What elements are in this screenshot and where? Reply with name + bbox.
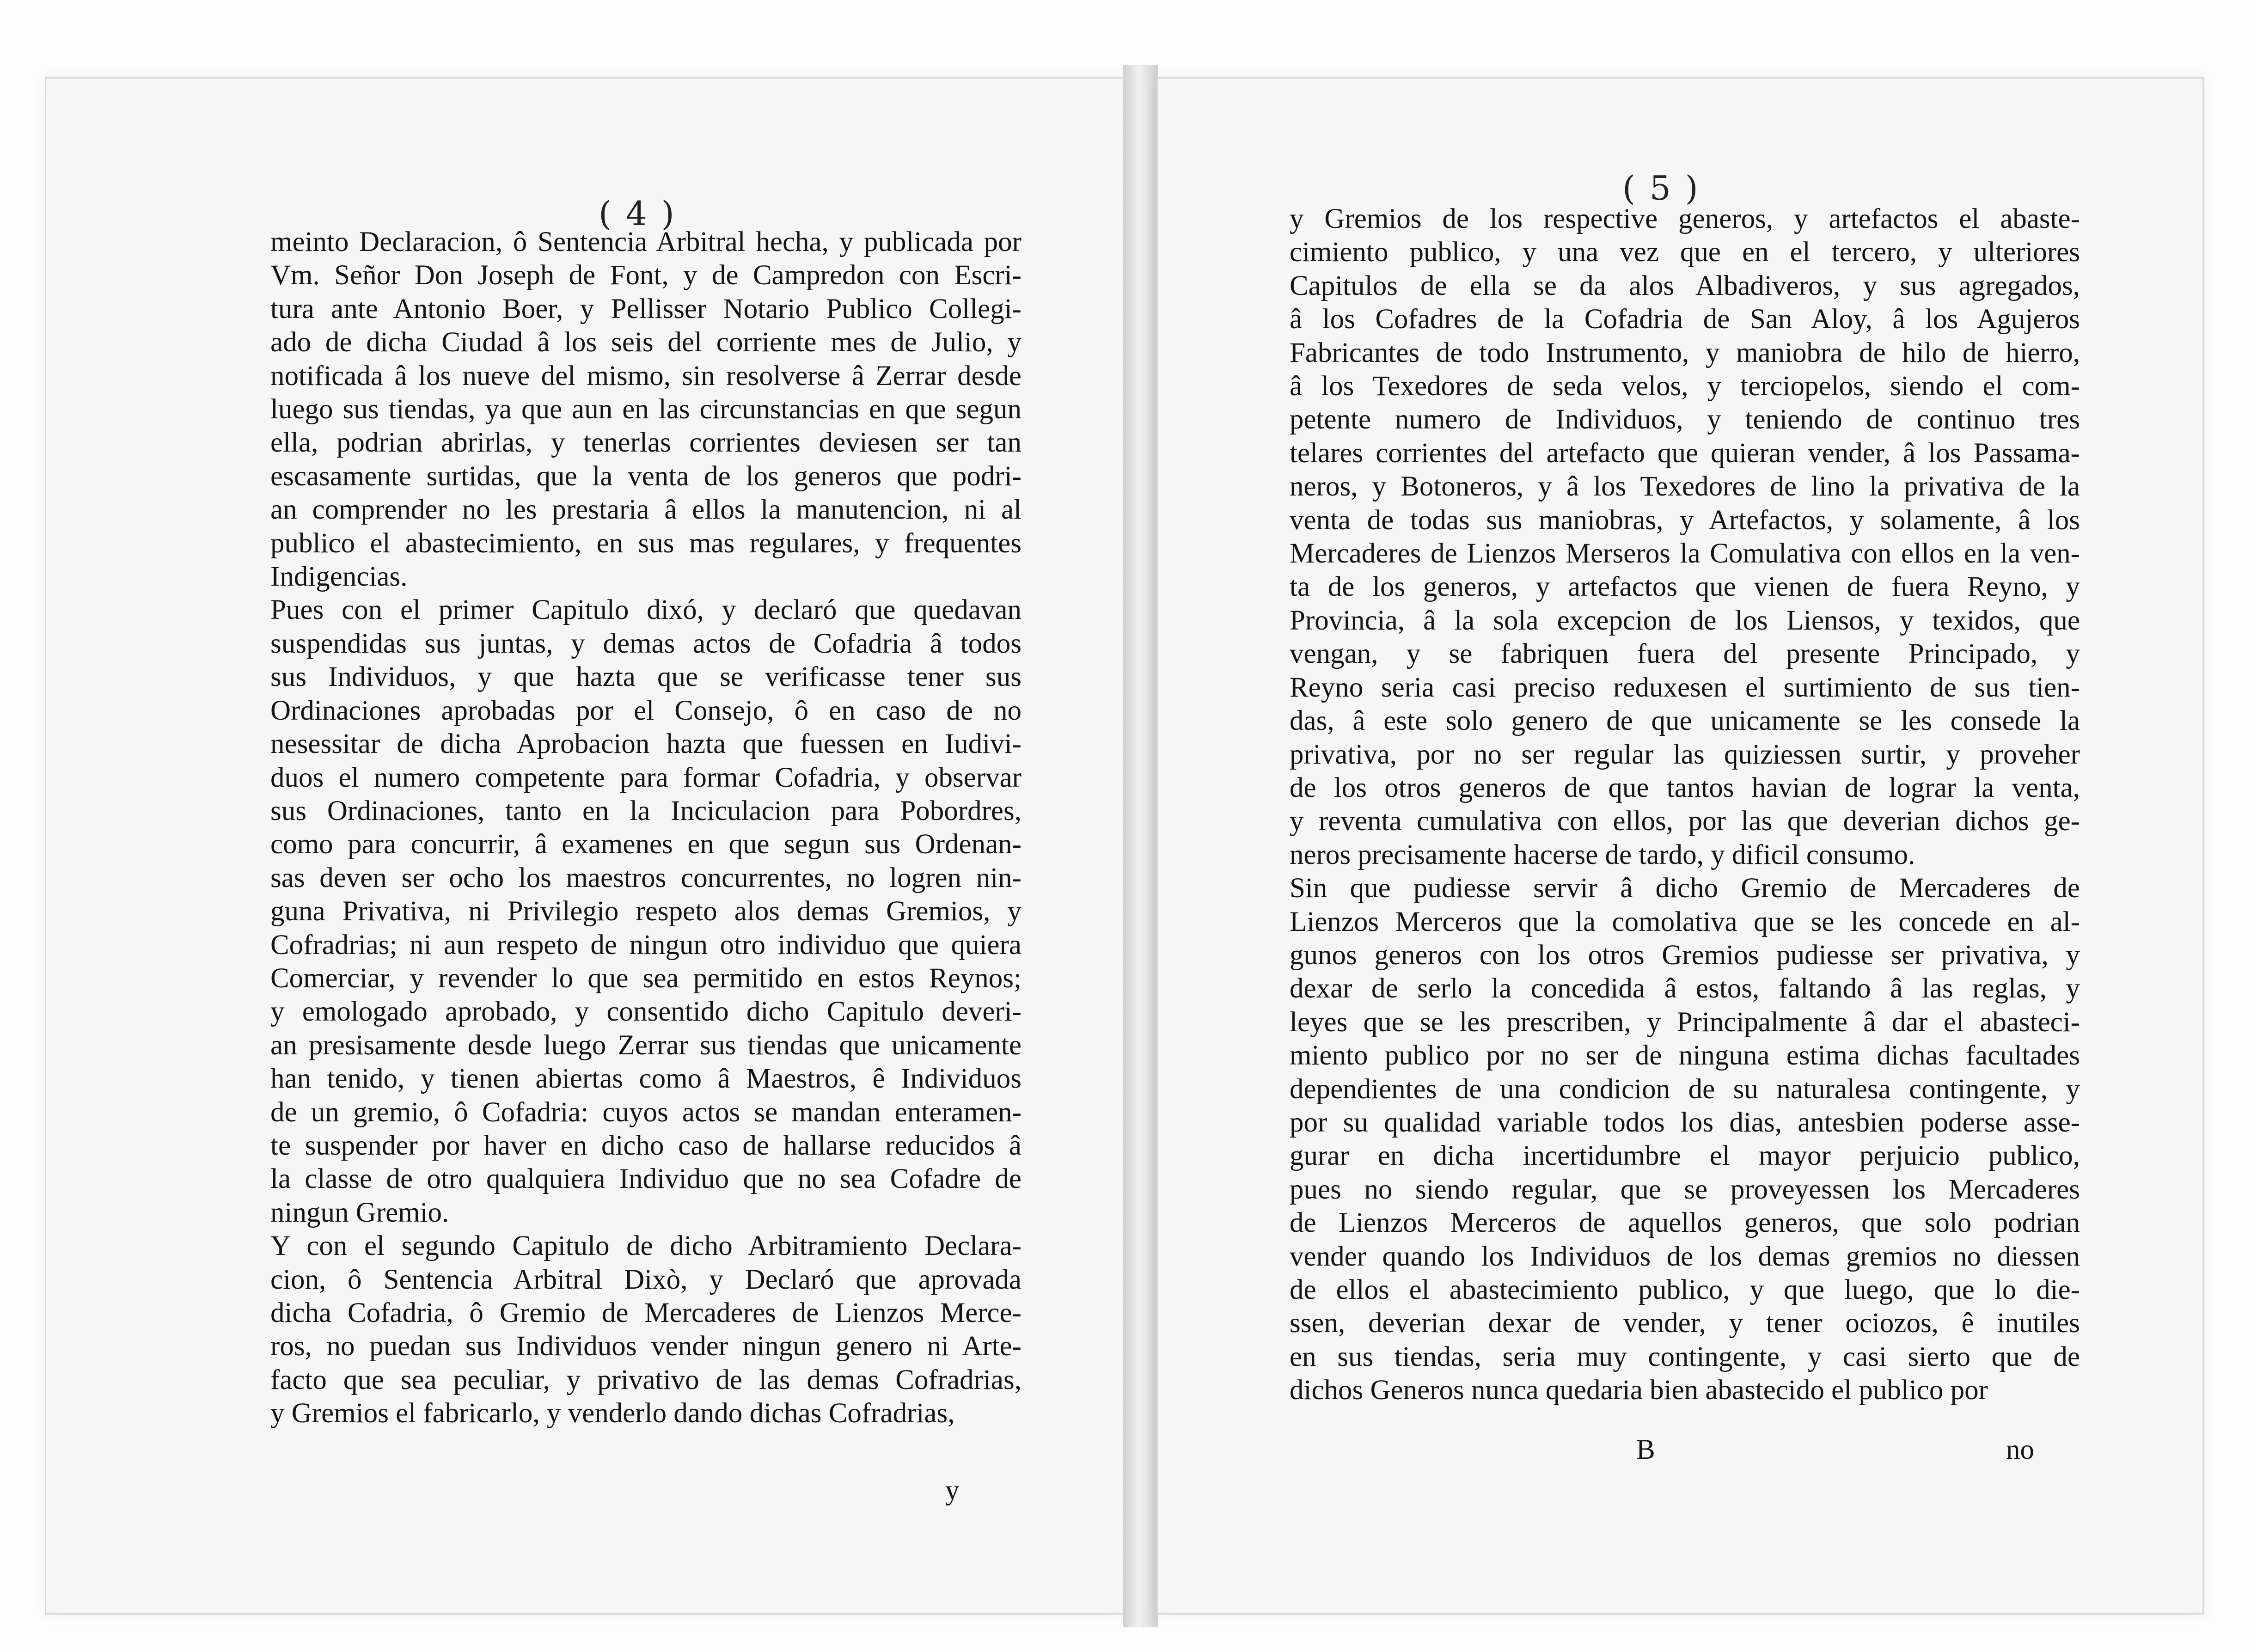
text-line: cion, ô Sentencia Arbitral Dixò, y Declaró que aprovada bbox=[270, 1264, 1021, 1295]
text-line: neros, y Botoneros, y â los Texedores de lino la privativa de la bbox=[1290, 471, 2080, 502]
page-number-right: ( 5 ) bbox=[1622, 169, 1700, 208]
text-line: Fabricantes de todo Instrumento, y maniobra de hilo de hierro, bbox=[1290, 337, 2080, 368]
text-line: suspendidas sus juntas, y demas actos de Cofadria â todos bbox=[270, 628, 1021, 659]
signature-mark: B bbox=[1636, 1434, 1655, 1465]
text-line: leyes que se les prescriben, y Principalmente â dar el abasteci- bbox=[1290, 1006, 2080, 1038]
book-gutter bbox=[1123, 65, 1158, 1627]
text-line: ros, no puedan sus Individuos vender ningun genero ni Arte- bbox=[270, 1331, 1021, 1362]
text-line: telares corrientes del artefacto que quieran vender, â los Passama- bbox=[1290, 437, 2080, 469]
text-line: y emologado aprobado, y consentido dicho Capitulo deveri- bbox=[270, 996, 1021, 1028]
text-line: Pues con el primer Capitulo dixó, y declaró que quedavan bbox=[270, 594, 1021, 626]
page-number-left: ( 4 ) bbox=[599, 194, 676, 233]
text-line: Y con el segundo Capitulo de dicho Arbitramiento Declara- bbox=[270, 1230, 1021, 1262]
text-line: gunos generos con los otros Gremios pudiesse ser privativa, y bbox=[1290, 939, 2080, 971]
text-line: Comerciar, y revender lo que sea permitido en estos Reynos; bbox=[270, 962, 1021, 994]
text-line: notificada â los nueve del mismo, sin resolverse â Zerrar desde bbox=[270, 360, 1021, 392]
text-line: te suspender por haver en dicho caso de hallarse reducidos â bbox=[270, 1130, 1021, 1161]
right-page bbox=[1158, 79, 2202, 1613]
left-page bbox=[46, 79, 1123, 1613]
text-line: ningun Gremio. bbox=[270, 1197, 449, 1228]
text-line: â los Cofadres de la Cofadria de San Aloy, â los Agujeros bbox=[1290, 304, 2080, 335]
text-line: Lienzos Merceros que la comolativa que se les concede en al- bbox=[1290, 906, 2080, 937]
text-line: vengan, y se fabriquen fuera del presente Principado, y bbox=[1290, 638, 2080, 670]
text-line: venta de todas sus maniobras, y Artefactos, y solamente, â los bbox=[1290, 504, 2080, 536]
text-line: en sus tiendas, seria muy contingente, y casi sierto que de bbox=[1290, 1341, 2080, 1372]
text-line: de ellos el abastecimiento publico, y que luego, que lo die- bbox=[1290, 1274, 2080, 1305]
text-line: das, â este solo genero de que unicamente se les consede la bbox=[1290, 705, 2080, 737]
text-line: petente numero de Individuos, y teniendo de continuo tres bbox=[1290, 404, 2080, 435]
text-line: miento publico por no ser de ninguna estima dichas facultades bbox=[1290, 1040, 2080, 1071]
text-line: nesessitar de dicha Aprobacion hazta que fuessen en Iudivi- bbox=[270, 728, 1021, 760]
text-line: privativa, por no ser regular las quiziessen surtir, y proveher bbox=[1290, 739, 2080, 770]
text-line: sus Individuos, y que hazta que se verificasse tener sus bbox=[270, 661, 1021, 693]
text-line: cimiento publico, y una vez que en el tercero, y ulteriores bbox=[1290, 237, 2080, 268]
text-line: Provincia, â la sola excepcion de los Liensos, y texidos, que bbox=[1290, 605, 2080, 636]
text-line: dependientes de una condicion de su naturalesa contingente, y bbox=[1290, 1073, 2080, 1105]
text-line: de Lienzos Merceros de aquellos generos, que solo podrian bbox=[1290, 1207, 2080, 1239]
text-line: y Gremios de los respective generos, y artefactos el abaste- bbox=[1290, 203, 2080, 234]
text-line: escasamente surtidas, que la venta de los generos que podri- bbox=[270, 460, 1021, 492]
text-line: Cofradrias; ni aun respeto de ningun otro individuo que quiera bbox=[270, 929, 1021, 961]
text-line: sus Ordinaciones, tanto en la Inciculacion para Pobordres, bbox=[270, 795, 1021, 826]
text-line: por su qualidad variable todos los dias, antesbien poderse asse- bbox=[1290, 1107, 2080, 1138]
text-line: y Gremios el fabricarlo, y venderlo dando dichas Cofradrias, bbox=[270, 1398, 955, 1429]
text-line: de un gremio, ô Cofadria: cuyos actos se mandan enteramen- bbox=[270, 1096, 1021, 1128]
text-line: dichos Generos nunca quedaria bien abastecido el publico por bbox=[1290, 1375, 1988, 1406]
text-line: como para concurrir, â examenes en que segun sus Ordenan- bbox=[270, 829, 1021, 860]
text-line: de los otros generos de que tantos havian de lograr la venta, bbox=[1290, 772, 2080, 803]
text-line: ella, podrian abrirlas, y tenerlas corrientes deviesen ser tan bbox=[270, 427, 1021, 459]
text-line: Ordinaciones aprobadas por el Consejo, ô en caso de no bbox=[270, 695, 1021, 726]
left-page-text bbox=[270, 226, 1021, 1431]
text-line: Capitulos de ella se da alos Albadiveros, y sus agregados, bbox=[1290, 270, 2080, 301]
text-line: luego sus tiendas, ya que aun en las circunstancias en que segun bbox=[270, 394, 1021, 425]
text-line: ta de los generos, y artefactos que vienen de fuera Reyno, y bbox=[1290, 571, 2080, 603]
text-line: vender quando los Individuos de los demas gremios no diessen bbox=[1290, 1241, 2080, 1272]
text-line: duos el numero competente para formar Cofadria, y observar bbox=[270, 762, 1021, 793]
text-line: guna Privativa, ni Privilegio respeto alos demas Gremios, y bbox=[270, 896, 1021, 927]
text-line: Indigencias. bbox=[270, 561, 408, 593]
right-page-text bbox=[1290, 202, 2080, 1407]
text-line: la classe de otro qualquiera Individuo que no sea Cofadre de bbox=[270, 1163, 1021, 1195]
text-line: Reyno seria casi preciso reduxesen el surtimiento de sus tien- bbox=[1290, 672, 2080, 703]
text-line: publico el abastecimiento, en sus mas regulares, y frequentes bbox=[270, 527, 1021, 559]
text-line: y reventa cumulativa con ellos, por las que deverian dichos ge- bbox=[1290, 806, 2080, 837]
text-line: pues no siendo regular, que se proveyessen los Mercaderes bbox=[1290, 1174, 2080, 1205]
text-line: dicha Cofadria, ô Gremio de Mercaderes de Lienzos Merce- bbox=[270, 1297, 1021, 1328]
text-line: meinto Declaracion, ô Sentencia Arbitral hecha, y publicada por bbox=[270, 226, 1021, 257]
catchword-left: y bbox=[945, 1475, 960, 1506]
text-line: han tenido, y tienen abiertas como â Maestros, ê Individuos bbox=[270, 1063, 1021, 1095]
text-line: Sin que pudiesse servir â dicho Gremio de Mercaderes de bbox=[1290, 873, 2080, 904]
text-line: â los Texedores de seda velos, y terciopelos, siendo el com- bbox=[1290, 371, 2080, 402]
text-line: an comprender no les prestaria â ellos la manutencion, ni al bbox=[270, 494, 1021, 526]
catchword-right: no bbox=[2006, 1434, 2034, 1465]
text-line: neros precisamente hacerse de tardo, y dificil consumo. bbox=[1290, 839, 1915, 870]
text-line: an presisamente desde luego Zerrar sus tiendas que unicamente bbox=[270, 1029, 1021, 1061]
text-line: Vm. Señor Don Joseph de Font, y de Campredon con Escri- bbox=[270, 260, 1021, 291]
text-line: sas deven ser ocho los maestros concurrentes, no logren nin- bbox=[270, 862, 1021, 893]
text-line: ssen, deverian dexar de vender, y tener ociozos, ê inutiles bbox=[1290, 1308, 2080, 1339]
text-line: ado de dicha Ciudad â los seis del corriente mes de Julio, y bbox=[270, 327, 1021, 358]
text-line: facto que sea peculiar, y privativo de las demas Cofradrias, bbox=[270, 1364, 1021, 1395]
text-line: dexar de serlo la concedida â estos, faltando â las reglas, y bbox=[1290, 973, 2080, 1004]
text-line: Mercaderes de Lienzos Merseros la Comulativa con ellos en la ven- bbox=[1290, 538, 2080, 569]
text-line: gurar en dicha incertidumbre el mayor perjuicio publico, bbox=[1290, 1140, 2080, 1172]
text-line: tura ante Antonio Boer, y Pellisser Notario Publico Collegi- bbox=[270, 293, 1021, 324]
